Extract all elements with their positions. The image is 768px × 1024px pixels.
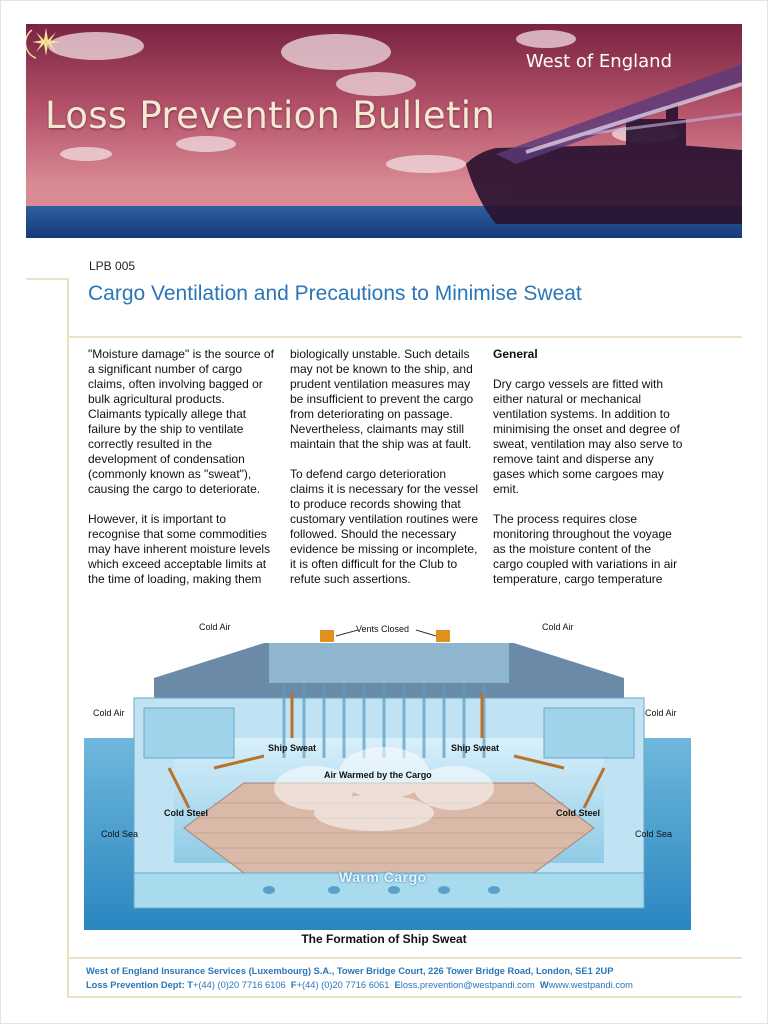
label-cold-sea-left: Cold Sea [101, 829, 139, 839]
label-cold-steel-left: Cold Steel [164, 808, 209, 818]
rule-footer-bottom [67, 996, 742, 998]
section-heading: General [493, 347, 538, 361]
label-air-warmed: Air Warmed by the Cargo [324, 770, 432, 780]
footer-contacts [86, 978, 633, 992]
paragraph: However, it is important to recognise that some commodities may have inherent moisture levels which exceed acceptable limits at the time of loading, making them [88, 512, 271, 586]
document-title: Cargo Ventilation and Precautions to Minimise Sweat [88, 282, 582, 305]
fax-number: +(44) (0)20 7716 6061 [296, 980, 390, 990]
label-ship-sweat-right: Ship Sweat [451, 743, 500, 753]
fax-label: F [290, 980, 297, 990]
column-3 [493, 347, 683, 586]
label-cold-air-left: Cold Air [93, 708, 125, 718]
paragraph: biologically unstable. Such details may not be known to the ship, and prudent ventilation measures may be insufficient to prevent the cargo from deteriorating on passage. Nevertheless, claimants may still maintain that the ship was at fault. [290, 347, 474, 451]
label-ship-sweat-left: Ship Sweat [268, 743, 317, 753]
rule-left-vertical [67, 278, 69, 998]
website-link[interactable]: www.westpandi.com [548, 980, 633, 990]
paragraph: "Moisture damage" is the source of a significant number of cargo claims, often involving bagged or bulk agricultural products. Claimants typically allege that failure by the ship to ventilate correctly resulted in the development of condensation (commonly known as "sweat"), causing the cargo to deteriorate. [88, 347, 274, 496]
compass-star-logo-icon [26, 24, 62, 60]
rule-title-underline [67, 336, 742, 338]
email-label: E [394, 980, 401, 990]
header-banner [26, 24, 742, 238]
paragraph: The process requires close monitoring throughout the voyage as the moisture content of the cargo coupled with variations in air temperature, cargo temperature [493, 512, 678, 586]
paragraph: To defend cargo deterioration claims it is necessary for the vessel to produce records showing that customary ventilation routines were followed. Should the necessary evidence be missing or incomplete, it is often difficult for the Club to refute such assertions. [290, 467, 479, 586]
label-vents-closed: Vents Closed [356, 624, 410, 634]
phone-number: +(44) (0)20 7716 6106 [192, 980, 286, 990]
footer [86, 964, 633, 992]
phone-label: T [187, 980, 193, 990]
paragraph: Dry cargo vessels are fitted with either natural or mechanical ventilation systems. In addition to minimising the onset and degree of sweat, ventilation may also serve to remove taint and disperse any gases which some cargoes may emit. [493, 377, 683, 496]
footer-address-text: West of England Insurance Services (Luxembourg) S.A., Tower Bridge Court, 226 Tower Bridge Road, London, SE1 2UP [86, 966, 614, 976]
bulletin-reference: LPB 005 [89, 259, 136, 273]
figure-caption: The Formation of Ship Sweat [301, 932, 467, 946]
banner-title: Loss Prevention Bulletin [45, 94, 496, 137]
footer-address [86, 964, 633, 978]
label-cold-sea-right: Cold Sea [635, 829, 673, 839]
column-1 [88, 347, 278, 586]
label-warm-cargo: Warm Cargo [339, 869, 427, 885]
label-cold-air-top-right: Cold Air [542, 622, 574, 632]
web-label: W [539, 980, 549, 990]
label-cold-air-right: Cold Air [645, 708, 677, 718]
ship-sweat-diagram [84, 588, 691, 930]
email-link[interactable]: loss.prevention@westpandi.com [400, 980, 535, 990]
body-columns [80, 340, 700, 586]
label-cold-air-top-left: Cold Air [199, 622, 231, 632]
label-cold-steel-right: Cold Steel [556, 808, 601, 818]
rule-top-left [26, 278, 68, 280]
rule-footer-top [67, 957, 742, 959]
footer-dept-label: Loss Prevention Dept: [86, 980, 185, 990]
brand-name: West of England [525, 51, 672, 72]
column-2 [290, 347, 480, 586]
